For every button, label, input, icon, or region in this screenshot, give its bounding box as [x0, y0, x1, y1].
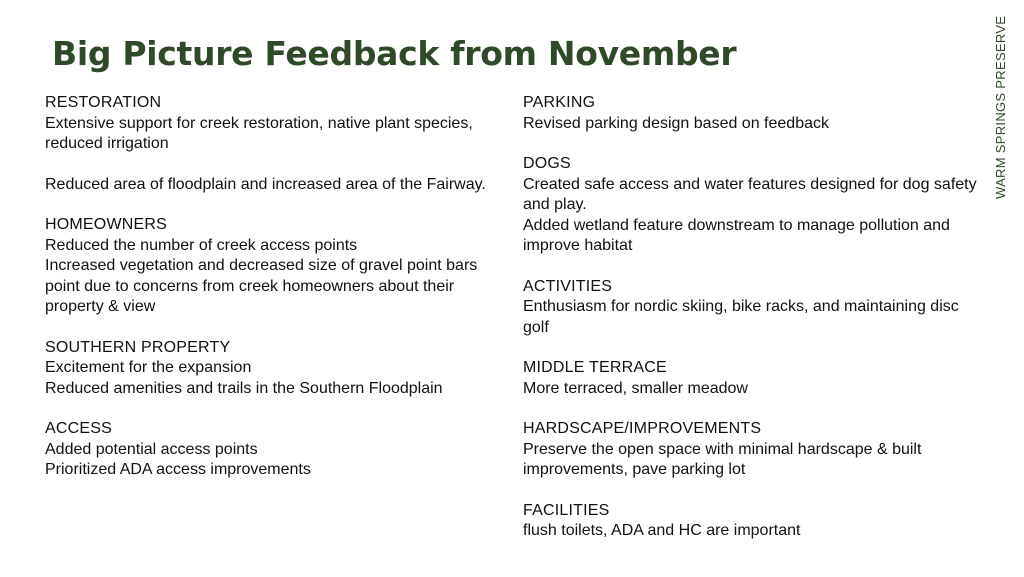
- paragraph-spacer: [45, 155, 500, 175]
- left-column: [45, 93, 500, 501]
- feedback-section: [45, 215, 500, 318]
- section-text: Excitement for the expansion: [45, 359, 252, 376]
- section-heading: MIDDLE TERRACE: [523, 359, 667, 376]
- feedback-section: [523, 154, 983, 257]
- section-heading: DOGS: [523, 155, 571, 172]
- section-heading: HOMEOWNERS: [45, 216, 167, 233]
- section-text: Reduced area of floodplain and increased area of the Fairway.: [45, 175, 486, 193]
- feedback-section: [45, 93, 500, 195]
- section-text: Extensive support for creek restoration, native plant species, reduced irrigation: [45, 114, 473, 152]
- feedback-section: [523, 277, 983, 339]
- section-text: Added potential access points: [45, 440, 258, 458]
- feedback-section: [523, 501, 983, 542]
- section-heading: RESTORATION: [45, 94, 162, 111]
- feedback-section: [45, 338, 500, 400]
- page-title: Big Picture Feedback from November: [52, 34, 737, 73]
- side-label: WARM SPRINGS PRESERVE: [993, 16, 1008, 200]
- section-heading: SOUTHERN PROPERTY: [45, 338, 231, 356]
- right-column: [523, 93, 983, 562]
- section-heading: HARDSCAPE/IMPROVEMENTS: [523, 420, 762, 437]
- section-heading: PARKING: [523, 94, 596, 111]
- section-text: Revised parking design based on feedback: [523, 114, 829, 132]
- section-text: Enthusiasm for nordic skiing, bike racks, and maintaining disc golf: [523, 298, 959, 336]
- section-text: Reduced the number of creek access points: [45, 236, 358, 254]
- feedback-section: [45, 419, 500, 481]
- section-text: Preserve the open space with minimal hardscape & built improvements, pave parking lot: [523, 440, 922, 478]
- section-text: Reduced amenities and trails in the Southern Floodplain: [45, 379, 443, 397]
- section-text: Prioritized ADA access improvements: [45, 461, 311, 478]
- section-heading: ACTIVITIES: [523, 277, 613, 295]
- section-text: Increased vegetation and decreased size of gravel point bars point due to concerns from creek homeowners about their property & view: [45, 257, 478, 315]
- section-heading: ACCESS: [45, 420, 112, 437]
- section-text: More terraced, smaller meadow: [523, 379, 748, 397]
- feedback-section: [523, 419, 983, 481]
- section-heading: FACILITIES: [523, 501, 610, 519]
- section-text: Added wetland feature downstream to manage pollution and improve habitat: [523, 216, 950, 254]
- feedback-section: [523, 358, 983, 399]
- section-text: flush toilets, ADA and HC are important: [523, 522, 801, 539]
- section-text: Created safe access and water features designed for dog safety and play.: [523, 175, 977, 213]
- feedback-section: [523, 93, 983, 134]
